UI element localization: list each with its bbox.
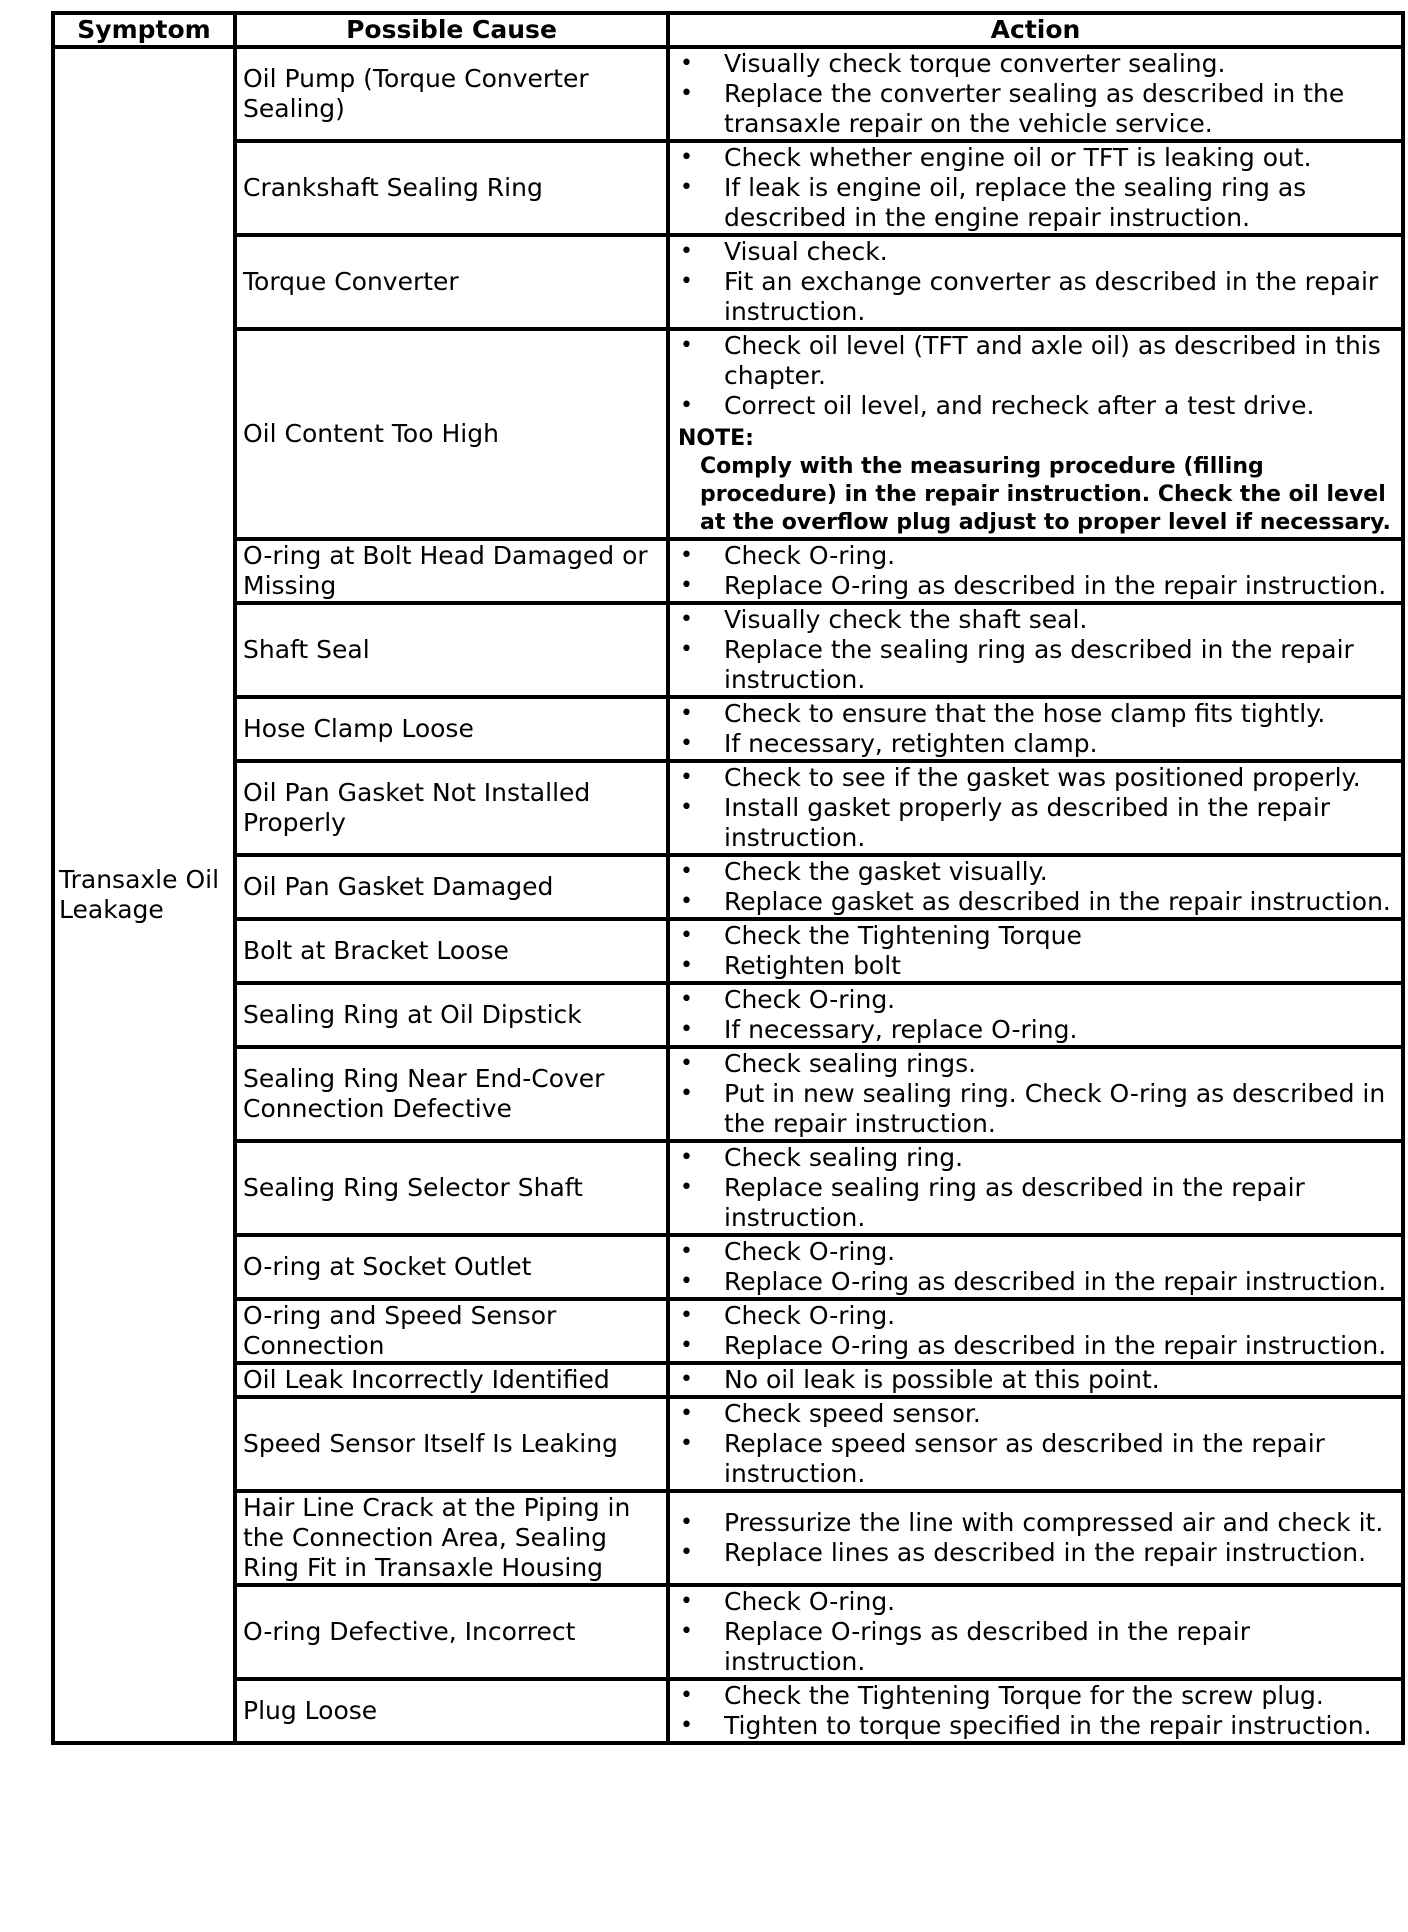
action-list: [678, 763, 1395, 853]
action-cell: [668, 1363, 1403, 1397]
header-symptom: Symptom: [53, 13, 235, 47]
table-row: [53, 539, 1403, 603]
action-item: • If necessary, retighten clamp.: [678, 729, 1395, 759]
action-item: • Tighten to torque specified in the repair instruction.: [678, 1711, 1395, 1741]
table-row: [53, 983, 1403, 1047]
action-item: • Check sealing rings.: [678, 1049, 1395, 1079]
action-item: • Check O-ring.: [678, 1237, 1395, 1267]
possible-cause-cell: Oil Leak Incorrectly Identified: [235, 1363, 668, 1397]
action-item: • Replace speed sensor as described in the repair instruction.: [678, 1429, 1395, 1489]
action-cell: [668, 697, 1403, 761]
action-item: • Fit an exchange converter as described in the repair instruction.: [678, 267, 1395, 327]
action-item: • Visual check.: [678, 237, 1395, 267]
note-block: [678, 425, 1395, 537]
action-list: [678, 331, 1395, 421]
possible-cause-cell: Crankshaft Sealing Ring: [235, 141, 668, 235]
action-list: [678, 143, 1395, 233]
action-list: [678, 49, 1395, 139]
possible-cause-cell: Torque Converter: [235, 235, 668, 329]
action-item: • Replace gasket as described in the repair instruction.: [678, 887, 1395, 917]
action-item: • Correct oil level, and recheck after a test drive.: [678, 391, 1395, 421]
action-list: [678, 921, 1395, 981]
action-list: [678, 699, 1395, 759]
action-list: [678, 985, 1395, 1045]
action-list: [678, 237, 1395, 327]
symptom-cell: Transaxle Oil Leakage: [53, 47, 235, 1743]
action-cell: [668, 1141, 1403, 1235]
note-text: Comply with the measuring procedure (filling procedure) in the repair instruction. Check the oil level at the overflow plug adjust to proper level if necessary.: [700, 454, 1391, 535]
possible-cause-cell: Hair Line Crack at the Piping in the Connection Area, Sealing Ring Fit in Transaxle Housing: [235, 1491, 668, 1585]
troubleshooting-table: [51, 11, 1405, 1745]
possible-cause-cell: Oil Pan Gasket Not Installed Properly: [235, 761, 668, 855]
action-cell: [668, 919, 1403, 983]
table-row: [53, 235, 1403, 329]
table-row: [53, 329, 1403, 539]
action-item: • Replace O-ring as described in the repair instruction.: [678, 571, 1395, 601]
action-list: [678, 1365, 1395, 1395]
action-item: • Check whether engine oil or TFT is leaking out.: [678, 143, 1395, 173]
action-item: • Check O-ring.: [678, 1301, 1395, 1331]
action-item: • Replace lines as described in the repair instruction.: [678, 1538, 1395, 1568]
action-cell: [668, 1679, 1403, 1743]
action-cell: [668, 983, 1403, 1047]
action-list: [678, 1508, 1395, 1568]
possible-cause-cell: Sealing Ring at Oil Dipstick: [235, 983, 668, 1047]
note-label: NOTE:: [678, 426, 754, 451]
action-list: [678, 1237, 1395, 1297]
action-item: • Replace the sealing ring as described in the repair instruction.: [678, 635, 1395, 695]
action-item: • Check the gasket visually.: [678, 857, 1395, 887]
action-item: • If necessary, replace O-ring.: [678, 1015, 1395, 1045]
action-item: • Retighten bolt: [678, 951, 1395, 981]
table-row: [53, 1047, 1403, 1141]
action-cell: [668, 1299, 1403, 1363]
table-row: [53, 1491, 1403, 1585]
action-item: • Check O-ring.: [678, 1587, 1395, 1617]
action-list: [678, 1681, 1395, 1741]
table-row: [53, 855, 1403, 919]
action-list: [678, 1587, 1395, 1677]
action-cell: [668, 1235, 1403, 1299]
action-item: • Check to see if the gasket was positioned properly.: [678, 763, 1395, 793]
action-item: • Check oil level (TFT and axle oil) as described in this chapter.: [678, 331, 1395, 391]
action-list: [678, 857, 1395, 917]
possible-cause-cell: O-ring at Bolt Head Damaged or Missing: [235, 539, 668, 603]
action-list: [678, 1399, 1395, 1489]
table-row: [53, 1679, 1403, 1743]
action-cell: [668, 329, 1403, 539]
possible-cause-cell: O-ring at Socket Outlet: [235, 1235, 668, 1299]
action-cell: [668, 1397, 1403, 1491]
action-item: • Check the Tightening Torque: [678, 921, 1395, 951]
possible-cause-cell: Bolt at Bracket Loose: [235, 919, 668, 983]
possible-cause-cell: Oil Pump (Torque Converter Sealing): [235, 47, 668, 141]
action-cell: [668, 855, 1403, 919]
action-item: • Check to ensure that the hose clamp fits tightly.: [678, 699, 1395, 729]
action-item: • Replace O-ring as described in the repair instruction.: [678, 1331, 1395, 1361]
action-list: [678, 1143, 1395, 1233]
action-cell: [668, 1585, 1403, 1679]
possible-cause-cell: Speed Sensor Itself Is Leaking: [235, 1397, 668, 1491]
table-row: [53, 47, 1403, 141]
action-item: • Replace the converter sealing as described in the transaxle repair on the vehicle service.: [678, 79, 1395, 139]
possible-cause-cell: Oil Content Too High: [235, 329, 668, 539]
table-row: [53, 1141, 1403, 1235]
action-item: • If leak is engine oil, replace the sealing ring as described in the engine repair instruction.: [678, 173, 1395, 233]
action-cell: [668, 141, 1403, 235]
table-row: [53, 1299, 1403, 1363]
table-row: [53, 141, 1403, 235]
possible-cause-cell: Plug Loose: [235, 1679, 668, 1743]
action-item: • No oil leak is possible at this point.: [678, 1365, 1395, 1395]
table-row: [53, 603, 1403, 697]
action-cell: [668, 539, 1403, 603]
table-row: [53, 761, 1403, 855]
action-list: [678, 605, 1395, 695]
table-row: [53, 697, 1403, 761]
action-cell: [668, 1491, 1403, 1585]
header-action: Action: [668, 13, 1403, 47]
table-row: [53, 919, 1403, 983]
action-list: [678, 1301, 1395, 1361]
table-row: [53, 1363, 1403, 1397]
action-cell: [668, 761, 1403, 855]
action-item: • Check O-ring.: [678, 541, 1395, 571]
table-row: [53, 1585, 1403, 1679]
action-item: • Install gasket properly as described in the repair instruction.: [678, 793, 1395, 853]
possible-cause-cell: Sealing Ring Selector Shaft: [235, 1141, 668, 1235]
action-item: • Check the Tightening Torque for the screw plug.: [678, 1681, 1395, 1711]
action-item: • Check speed sensor.: [678, 1399, 1395, 1429]
possible-cause-cell: O-ring and Speed Sensor Connection: [235, 1299, 668, 1363]
action-item: • Replace O-rings as described in the repair instruction.: [678, 1617, 1395, 1677]
action-item: • Replace sealing ring as described in the repair instruction.: [678, 1173, 1395, 1233]
table-row: [53, 1235, 1403, 1299]
action-item: • Replace O-ring as described in the repair instruction.: [678, 1267, 1395, 1297]
table-row: [53, 1397, 1403, 1491]
action-list: [678, 1049, 1395, 1139]
action-cell: [668, 1047, 1403, 1141]
action-item: • Visually check the shaft seal.: [678, 605, 1395, 635]
possible-cause-cell: Hose Clamp Loose: [235, 697, 668, 761]
possible-cause-cell: Oil Pan Gasket Damaged: [235, 855, 668, 919]
action-item: • Pressurize the line with compressed air and check it.: [678, 1508, 1395, 1538]
action-cell: [668, 235, 1403, 329]
action-list: [678, 541, 1395, 601]
action-item: • Check O-ring.: [678, 985, 1395, 1015]
possible-cause-cell: Sealing Ring Near End-Cover Connection Defective: [235, 1047, 668, 1141]
possible-cause-cell: Shaft Seal: [235, 603, 668, 697]
action-item: • Put in new sealing ring. Check O-ring as described in the repair instruction.: [678, 1079, 1395, 1139]
header-row: [53, 13, 1403, 47]
possible-cause-cell: O-ring Defective, Incorrect: [235, 1585, 668, 1679]
header-possible-cause: Possible Cause: [235, 13, 668, 47]
action-item: • Visually check torque converter sealing.: [678, 49, 1395, 79]
action-cell: [668, 47, 1403, 141]
action-cell: [668, 603, 1403, 697]
action-item: • Check sealing ring.: [678, 1143, 1395, 1173]
